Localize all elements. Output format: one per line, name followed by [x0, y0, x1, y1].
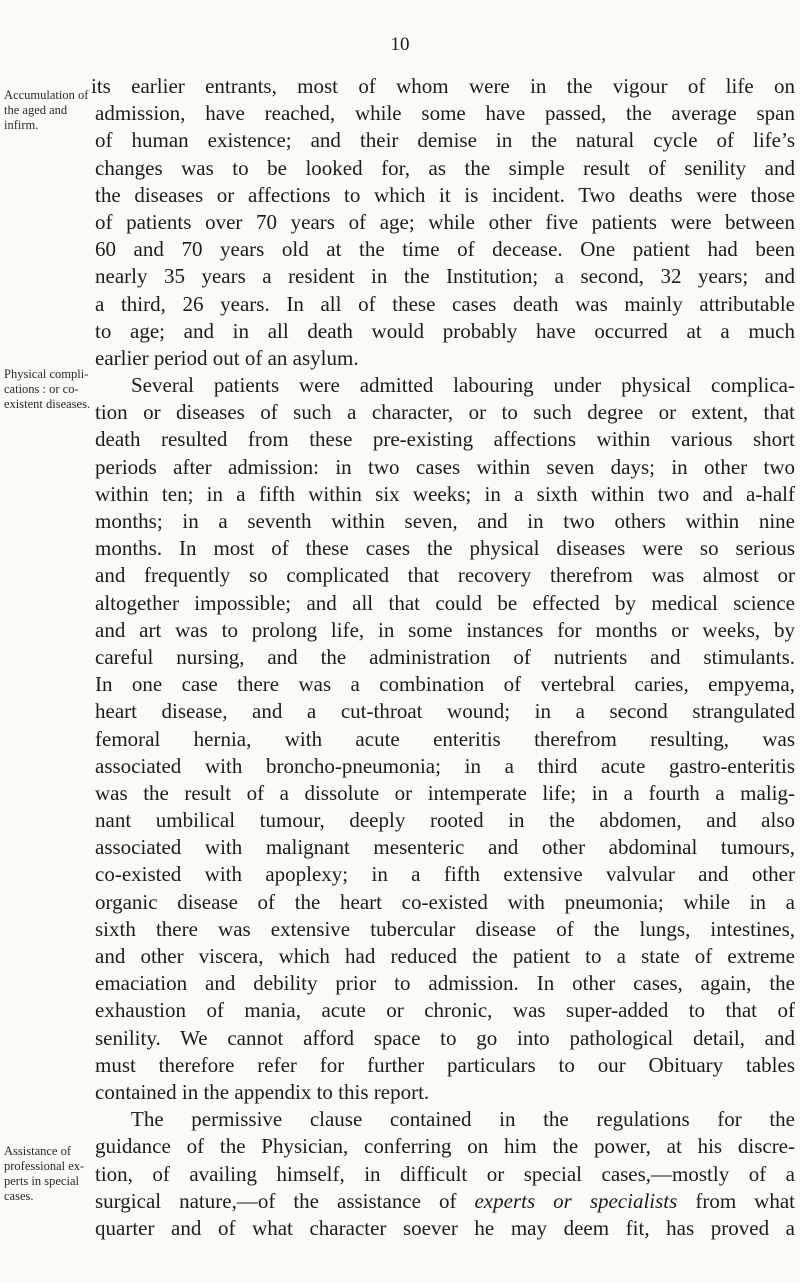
text-line: femoral hernia, with acute enteritis therefrom resulting, was	[95, 726, 795, 751]
text-line: and art was to prolong life, in some instances for months or weeks, by	[95, 617, 795, 642]
text-line: changes was to be looked for, as the simple result of senility and	[95, 155, 795, 180]
text-line: emaciation and debility prior to admission. In other cases, again, the	[95, 971, 795, 996]
text-line: of human existence; and their demise in the natural cycle of life’s	[95, 128, 795, 153]
text-line: careful nursing, and the administration of nutrients and stimulants.	[95, 644, 795, 669]
text-line: sixth there was extensive tubercular disease of the lungs, intestines,	[95, 916, 795, 941]
text-line: periods after admission: in two cases within seven days; in other two	[95, 454, 795, 479]
text-line: of patients over 70 years of age; while other five patients were between	[95, 209, 795, 234]
margin-note-physical-complications	[4, 367, 96, 412]
margin-note-line: the aged and	[4, 103, 68, 117]
text-line: within ten; in a fifth within six weeks; in a sixth within two and a-half	[95, 481, 795, 506]
text-line: was the result of a dissolute or intemperate life; in a fourth a malig-	[95, 780, 795, 805]
margin-note-line: existent diseases.	[4, 397, 91, 411]
margin-note-line: Accumulation of	[4, 88, 89, 102]
text-line: tion or diseases of such a character, or to such degree or extent, that	[95, 400, 795, 425]
margin-note-line: perts in special	[4, 1174, 79, 1188]
text-line: must therefore refer for further particulars to our Obituary tables	[95, 1052, 795, 1077]
text-line: and other viscera, which had reduced the patient to a state of extreme	[95, 944, 795, 968]
margin-note-line: infirm.	[4, 118, 39, 132]
paragraph-continuation	[91, 73, 795, 372]
text-line: months. In most of these cases the physical diseases were so serious	[95, 536, 795, 561]
text-line: nant umbilical tumour, deeply rooted in the abdomen, and also	[95, 808, 795, 833]
text-line: quarter and of what character soever he may deem fit, has proved a	[95, 1215, 795, 1240]
text-line: heart disease, and a cut-throat wound; in a second strangulated	[95, 699, 795, 724]
margin-note-line: cations : or co-	[4, 382, 79, 396]
text-segment: from what	[695, 1188, 795, 1213]
text-line: altogether impossible; and all that could be effected by medical science	[95, 590, 795, 615]
text-line: nearly 35 years a resident in the Institution; a second, 32 years; and	[95, 264, 795, 289]
margin-note-line: professional ex-	[4, 1159, 85, 1173]
text-line: associated with broncho-pneumonia; in a third acute gastro-enteritis	[95, 753, 795, 778]
text-line: co-existed with apoplexy; in a fifth extensive valvular and other	[95, 862, 795, 887]
text-line: contained in the appendix to this report.	[95, 1079, 430, 1104]
text-line	[95, 1188, 795, 1215]
text-line: and frequently so complicated that recovery therefrom was almost or	[95, 563, 795, 588]
text-line: The permissive clause contained in the regulations for the	[131, 1107, 795, 1132]
text-line: senility. We cannot afford space to go into pathological detail, and	[95, 1025, 795, 1050]
italic-text: experts or specialists	[474, 1188, 678, 1213]
text-line: to age; and in all death would probably have occurred at a much	[95, 318, 795, 343]
page-number: 10	[390, 34, 410, 55]
margin-note-professional-experts	[4, 1144, 96, 1204]
margin-note-accumulation	[4, 88, 96, 133]
text-line: exhaustion of mania, acute or chronic, was super-added to that of	[95, 998, 795, 1023]
text-line: its earlier entrants, most of whom were in the vigour of life on	[91, 74, 795, 98]
text-segment: surgical nature,—of the assistance of	[95, 1188, 457, 1213]
margin-note-line: Assistance of	[4, 1144, 71, 1158]
text-line: a third, 26 years. In all of these cases death was mainly attributable	[95, 291, 795, 316]
body-text	[91, 73, 795, 1242]
text-line: earlier period out of an asylum.	[95, 345, 359, 370]
text-line: death resulted from these pre-existing affections within various short	[95, 427, 795, 452]
text-line: Several patients were admitted labouring under physical complica-	[131, 373, 795, 398]
text-line: organic disease of the heart co-existed with pneumonia; while in a	[95, 889, 795, 914]
margin-note-line: cases.	[4, 1189, 34, 1203]
text-line: In one case there was a combination of vertebral caries, empyema,	[95, 672, 795, 697]
margin-note-line: Physical compli-	[4, 367, 89, 381]
paragraph-professional-experts	[95, 1106, 795, 1242]
paragraph-physical-complications	[95, 372, 795, 1106]
text-line: 60 and 70 years old at the time of decease. One patient had been	[95, 237, 795, 262]
text-line: the diseases or affections to which it is incident. Two deaths were those	[95, 182, 795, 207]
text-line: admission, have reached, while some have passed, the average span	[95, 101, 795, 126]
text-line: tion, of availing himself, in difficult or special cases,—mostly of a	[95, 1161, 795, 1186]
text-line: months; in a seventh within seven, and in two others within nine	[95, 509, 795, 533]
text-line: associated with malignant mesenteric and other abdominal tumours,	[95, 835, 795, 860]
text-line: guidance of the Physician, conferring on him the power, at his discre-	[95, 1134, 795, 1159]
